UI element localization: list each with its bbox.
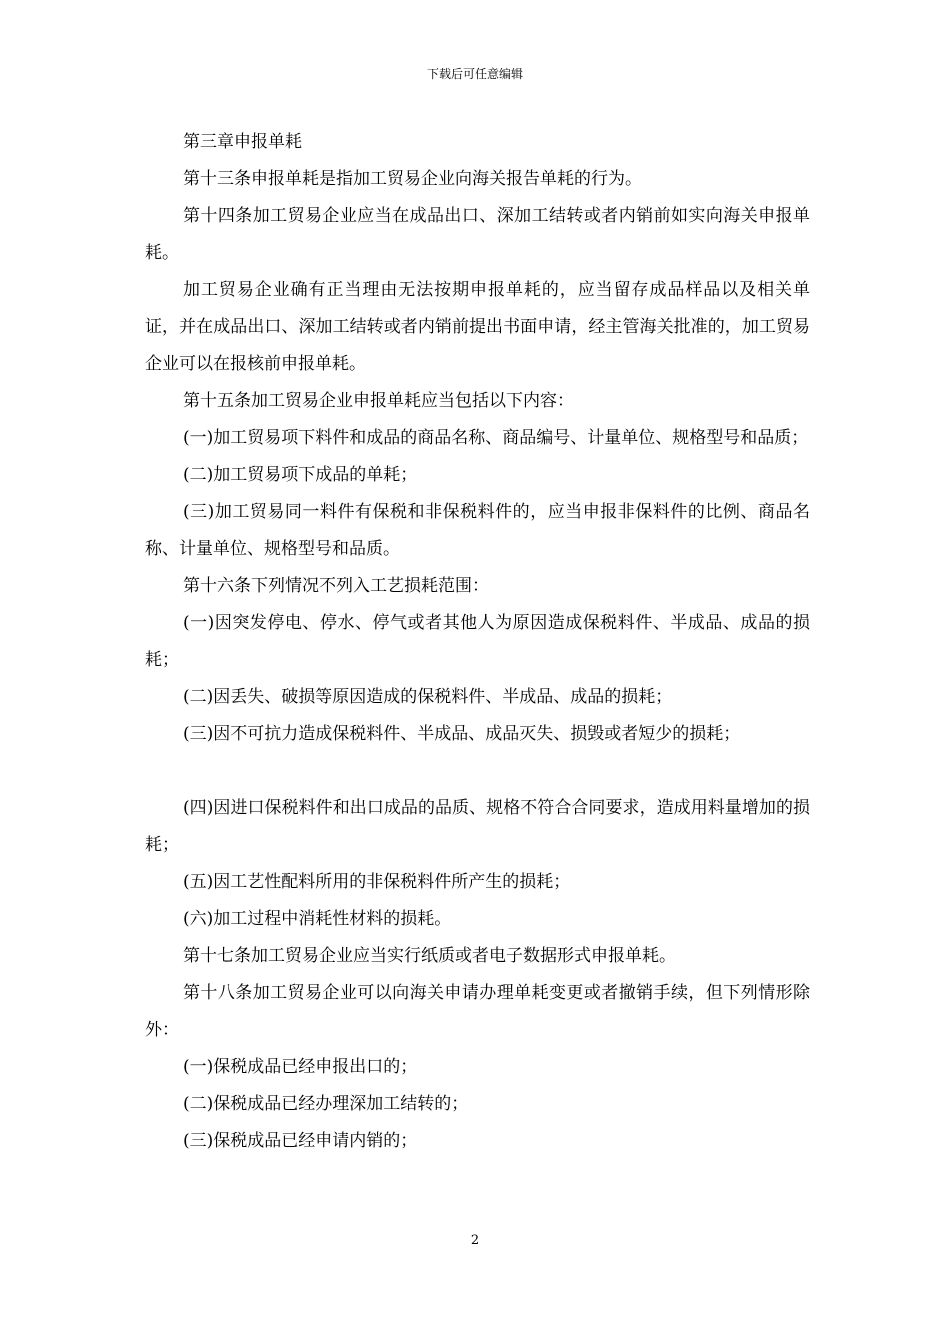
article-18-item-1: (一)保税成品已经申报出口的； [183, 1057, 418, 1077]
page-header-note: 下载后可任意编辑 [426, 67, 523, 81]
blank-line [145, 753, 810, 790]
article-15-item-3: (三)加工贸易同一料件有保税和非保税料件的，应当申报非保料件的比例、商品名称、计量单位、规格型号和品质。 [145, 502, 810, 559]
article-16-item-2: (二)因丢失、破损等原因造成的保税料件、半成品、成品的损耗； [183, 687, 673, 707]
article-14: 第十四条加工贸易企业应当在成品出口、深加工结转或者内销前如实向海关申报单耗。 [145, 206, 810, 263]
article-14-paragraph-2: 加工贸易企业确有正当理由无法按期申报单耗的，应当留存成品样品以及相关单证，并在成品出口、深加工结转或者内销前提出书面申请，经主管海关批准的，加工贸易企业可以在报核前申报单耗。 [145, 280, 810, 374]
article-16: 第十六条下列情况不列入工艺损耗范围： [183, 576, 489, 596]
article-17: 第十七条加工贸易企业应当实行纸质或者电子数据形式申报单耗。 [183, 946, 676, 966]
page-number: 2 [470, 1233, 480, 1248]
document-body [145, 124, 810, 1160]
article-15: 第十五条加工贸易企业申报单耗应当包括以下内容： [183, 391, 574, 411]
article-16-item-3: (三)因不可抗力造成保税料件、半成品、成品灭失、损毁或者短少的损耗； [183, 724, 741, 744]
article-15-item-2: (二)加工贸易项下成品的单耗； [183, 465, 418, 485]
article-16-item-6: (六)加工过程中消耗性材料的损耗。 [183, 909, 452, 929]
article-18-item-3: (三)保税成品已经申请内销的； [183, 1131, 418, 1151]
article-16-item-5: (五)因工艺性配料所用的非保税料件所产生的损耗； [183, 872, 571, 892]
article-13: 第十三条申报单耗是指加工贸易企业向海关报告单耗的行为。 [183, 169, 642, 189]
article-18-item-2: (二)保税成品已经办理深加工结转的； [183, 1094, 469, 1114]
article-18: 第十八条加工贸易企业可以向海关申请办理单耗变更或者撤销手续，但下列情形除外： [145, 983, 810, 1040]
article-16-item-1: (一)因突发停电、停水、停气或者其他人为原因造成保税料件、半成品、成品的损耗； [145, 613, 810, 670]
chapter-heading: 第三章申报单耗 [183, 132, 302, 152]
article-16-item-4: (四)因进口保税料件和出口成品的品质、规格不符合合同要求，造成用料量增加的损耗； [145, 798, 810, 855]
article-15-item-1: (一)加工贸易项下料件和成品的商品名称、商品编号、计量单位、规格型号和品质； [183, 428, 809, 448]
